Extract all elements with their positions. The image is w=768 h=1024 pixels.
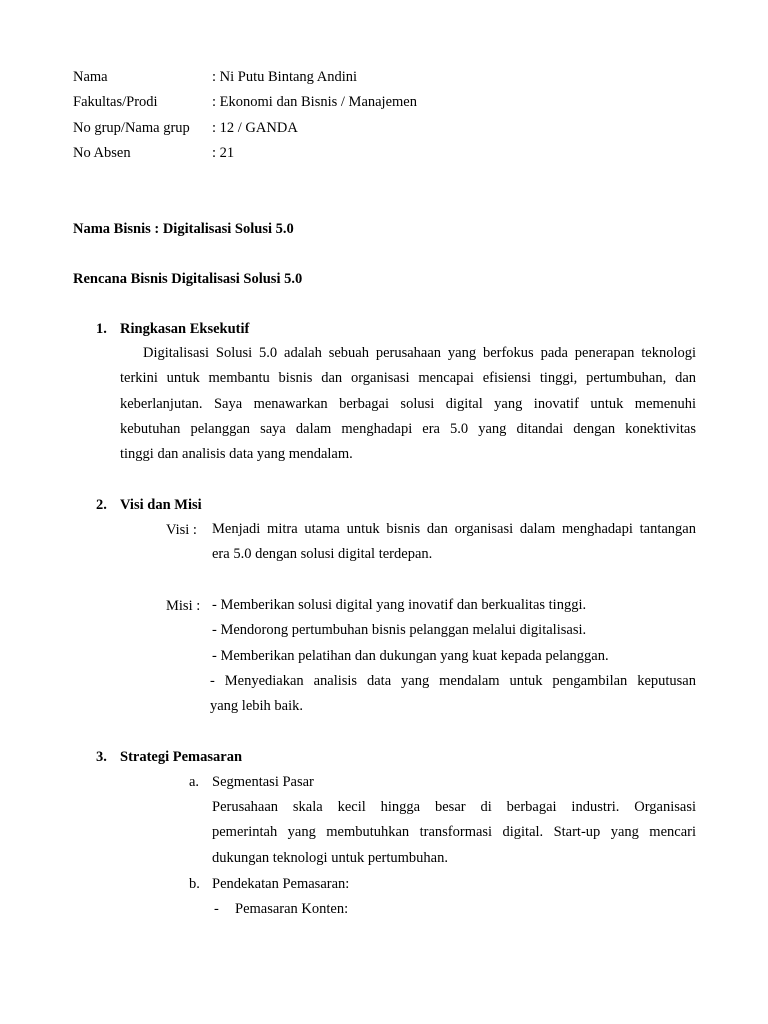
- visi-label: Visi :: [166, 522, 197, 538]
- visi-line: era 5.0 dengan solusi digital terdepan.: [212, 546, 433, 563]
- section-1-title: Ringkasan Eksekutif: [120, 321, 250, 337]
- subsection-b-title: Pendekatan Pemasaran:: [212, 876, 350, 892]
- paragraph-line: tinggi dan analisis data yang mendalam.: [120, 446, 353, 463]
- name-label: Nama: [73, 69, 108, 85]
- absen-label: No Absen: [73, 145, 131, 161]
- business-name-heading: Nama Bisnis : Digitalisasi Solusi 5.0: [73, 221, 294, 237]
- visi-line: Menjadi mitra utama untuk bisnis dan organisasi dalam menghadapi tantangan: [212, 521, 696, 537]
- absen-value: : 21: [212, 145, 235, 161]
- paragraph-line: Perusahaan skala kecil hingga besar di berbagai industri. Organisasi: [212, 799, 696, 815]
- subsection-a-title: Segmentasi Pasar: [212, 774, 314, 790]
- group-label: No grup/Nama grup: [73, 120, 190, 136]
- group-value: : 12 / GANDA: [212, 120, 298, 136]
- subsection-b-dash: -: [214, 901, 219, 917]
- section-1-number: 1.: [96, 321, 107, 337]
- misi-label: Misi :: [166, 598, 201, 614]
- misi-item: - Memberikan solusi digital yang inovatif dan berkualitas tinggi.: [212, 597, 587, 613]
- section-2-number: 2.: [96, 497, 107, 513]
- misi-item: yang lebih baik.: [210, 698, 304, 715]
- paragraph-line: kebutuhan pelanggan saya dalam menghadapi era 5.0 yang ditandai dengan konektivitas: [120, 420, 696, 437]
- paragraph-line: keberlanjutan. Saya menawarkan berbagai solusi digital yang inovatif untuk memenuhi: [120, 395, 696, 412]
- section-2-title: Visi dan Misi: [120, 497, 202, 513]
- section-3-title: Strategi Pemasaran: [120, 749, 243, 765]
- subsection-a-marker: a.: [189, 774, 200, 790]
- subsection-b-marker: b.: [189, 876, 200, 892]
- visi-text: [212, 517, 696, 568]
- name-value: : Ni Putu Bintang Andini: [212, 69, 358, 85]
- paragraph-line: pemerintah yang membutuhkan transformasi digital. Start-up yang mencari: [212, 824, 696, 841]
- subsection-b-item: Pemasaran Konten:: [235, 901, 349, 917]
- subsection-a-paragraph: [212, 795, 696, 871]
- paragraph-line: Digitalisasi Solusi 5.0 adalah sebuah perusahaan yang berfokus pada penerapan teknologi: [143, 345, 696, 361]
- section-3-number: 3.: [96, 749, 107, 765]
- paragraph-line: terkini untuk membantu bisnis dan organisasi mencapai efisiensi tinggi, pertumbuhan, dan: [120, 370, 696, 387]
- faculty-label: Fakultas/Prodi: [73, 94, 158, 110]
- plan-title-heading: Rencana Bisnis Digitalisasi Solusi 5.0: [73, 271, 303, 287]
- paragraph-line: dukungan teknologi untuk pertumbuhan.: [212, 849, 448, 866]
- misi-item: - Memberikan pelatihan dan dukungan yang kuat kepada pelanggan.: [212, 647, 609, 664]
- section-1-paragraph: [120, 341, 696, 467]
- misi-item: - Mendorong pertumbuhan bisnis pelanggan melalui digitalisasi.: [212, 622, 587, 639]
- misi-item: - Menyediakan analisis data yang mendalam untuk pengambilan keputusan: [210, 672, 696, 689]
- faculty-value: : Ekonomi dan Bisnis / Manajemen: [212, 94, 417, 110]
- misi-list: [212, 593, 696, 719]
